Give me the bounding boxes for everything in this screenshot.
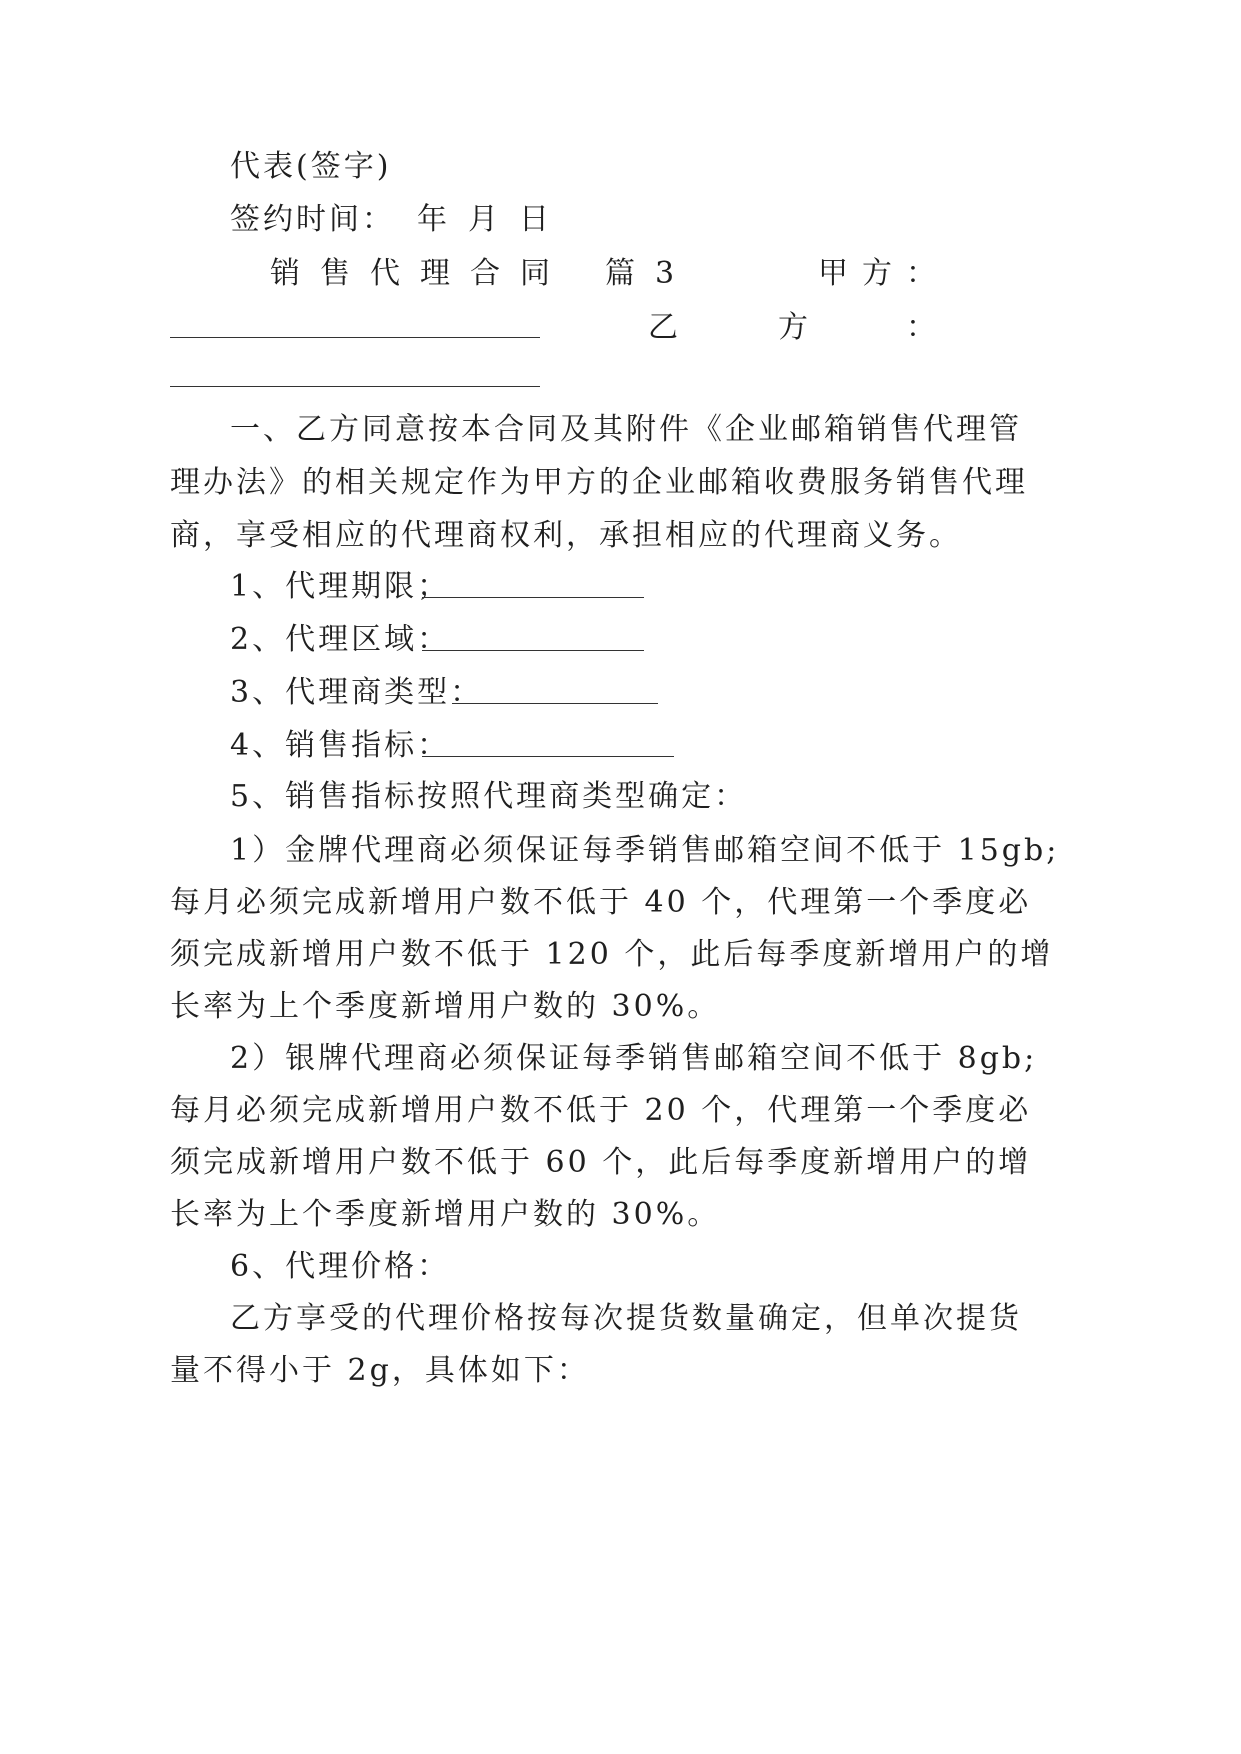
party-b-char: ：	[906, 310, 936, 345]
item-agency-region: 2、代理区域：	[230, 622, 451, 657]
date-day: 日	[519, 202, 552, 237]
agency-region-blank	[422, 650, 644, 651]
body-line: 2）银牌代理商必须保证每季销售邮箱空间不低于 8gb;	[230, 1041, 1038, 1076]
date-year: 年	[417, 202, 450, 237]
title-char: 同	[520, 256, 550, 291]
party-a-char: 方	[862, 256, 892, 291]
body-line: 商，享受相应的代理商权利，承担相应的代理商义务。	[170, 518, 962, 553]
signing-date-label: 签约时间：	[230, 202, 395, 237]
body-line: 1）金牌代理商必须保证每季销售邮箱空间不低于 15gb;	[230, 833, 1060, 868]
party-a-char: 甲	[818, 256, 848, 291]
title-char: 售	[320, 256, 350, 291]
party-b-char: 乙	[648, 310, 678, 345]
date-month: 月	[468, 202, 501, 237]
body-line: 每月必须完成新增用户数不低于 20 个，代理第一个季度必	[170, 1093, 1032, 1128]
body-line: 每月必须完成新增用户数不低于 40 个，代理第一个季度必	[170, 885, 1032, 920]
body-line: 理办法》的相关规定作为甲方的企业邮箱收费服务销售代理	[170, 465, 1028, 500]
title-char: 代	[370, 256, 400, 291]
body-line: 须完成新增用户数不低于 60 个，此后每季度新增用户的增	[170, 1145, 1032, 1180]
agency-term-blank	[422, 597, 644, 598]
signing-date-line	[230, 200, 552, 240]
body-line: 乙方享受的代理价格按每次提货数量确定，但单次提货	[230, 1301, 1022, 1336]
body-line: 长率为上个季度新增用户数的 30%。	[170, 989, 721, 1024]
body-line: 量不得小于 2g，具体如下：	[170, 1353, 590, 1388]
section-number: 3	[655, 256, 675, 291]
title-char: 理	[420, 256, 450, 291]
item-sales-target: 4、销售指标：	[230, 728, 451, 763]
representative-signature-label: 代表(签字)	[230, 149, 392, 184]
party-b-blank	[170, 386, 540, 387]
section-label: 篇	[605, 256, 635, 291]
body-line: 长率为上个季度新增用户数的 30%。	[170, 1197, 721, 1232]
item-agent-type: 3、代理商类型：	[230, 675, 484, 710]
title-char: 销	[270, 256, 300, 291]
body-line: 一、乙方同意按本合同及其附件《企业邮箱销售代理管	[230, 412, 1022, 447]
party-b-char: 方	[778, 310, 808, 345]
title-char: 合	[470, 256, 500, 291]
body-line: 须完成新增用户数不低于 120 个，此后每季度新增用户的增	[170, 937, 1054, 972]
agent-type-blank	[452, 703, 658, 704]
sales-target-blank	[422, 756, 674, 757]
item-target-by-type: 5、销售指标按照代理商类型确定：	[230, 779, 748, 814]
party-a-char: ：	[906, 256, 936, 291]
item-agency-price: 6、代理价格：	[230, 1249, 451, 1284]
item-agency-term: 1、代理期限；	[230, 569, 451, 604]
party-a-blank	[170, 337, 540, 338]
